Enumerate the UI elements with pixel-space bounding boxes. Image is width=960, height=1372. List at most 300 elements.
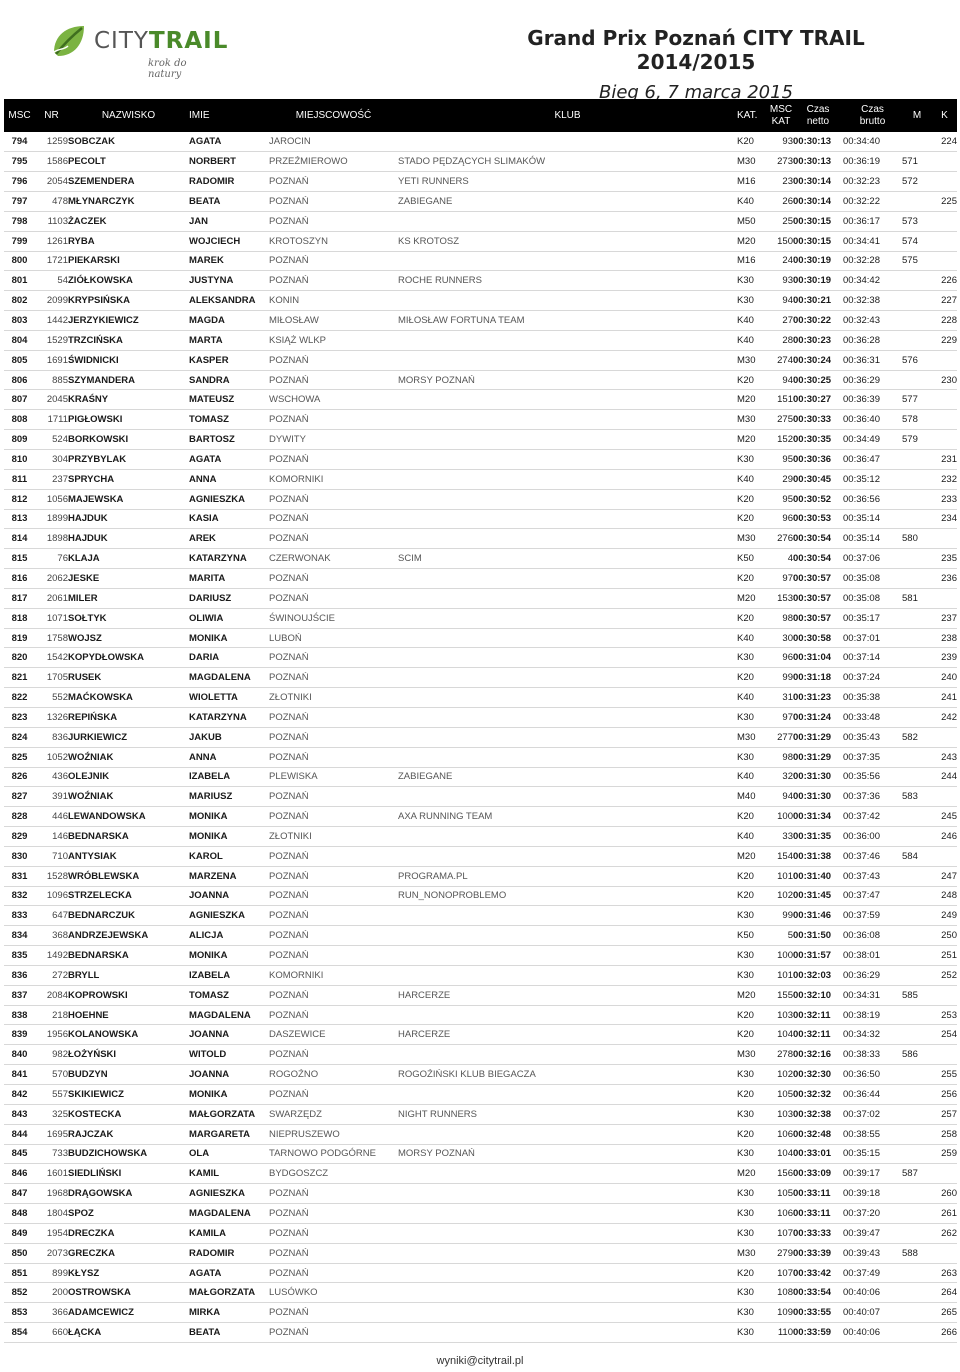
cell-place-women: 247 xyxy=(932,866,957,886)
cell-net-time: 00:33:39 xyxy=(793,1243,843,1263)
cell-category: K20 xyxy=(737,1025,769,1045)
cell-surname: ANTYSIAK xyxy=(68,846,189,866)
table-header-row xyxy=(4,99,957,132)
cell-place: 794 xyxy=(4,132,35,152)
cell-surname: KRAŚNY xyxy=(68,390,189,410)
cell-category: K20 xyxy=(737,608,769,628)
cell-bib: 1968 xyxy=(35,1184,68,1204)
cell-club xyxy=(398,1184,737,1204)
cell-gross-time: 00:36:31 xyxy=(843,350,902,370)
cell-gross-time: 00:35:08 xyxy=(843,588,902,608)
table-row xyxy=(4,807,957,827)
cell-gross-time: 00:39:47 xyxy=(843,1223,902,1243)
cell-category: K20 xyxy=(737,132,769,152)
cell-category: K30 xyxy=(737,906,769,926)
cell-city: POZNAŃ xyxy=(269,1005,398,1025)
cell-place-women: 253 xyxy=(932,1005,957,1025)
cell-city: POZNAŃ xyxy=(269,648,398,668)
cell-category-place: 94 xyxy=(769,370,793,390)
cell-gross-time: 00:36:29 xyxy=(843,965,902,985)
col-nr: NR xyxy=(44,109,59,121)
cell-net-time: 00:32:11 xyxy=(793,1025,843,1045)
cell-net-time: 00:31:40 xyxy=(793,866,843,886)
table-row xyxy=(4,1303,957,1323)
col-msc-kat-line1: MSC xyxy=(769,103,793,115)
event-title-block xyxy=(476,26,916,103)
cell-place: 809 xyxy=(4,430,35,450)
cell-gross-time: 00:35:56 xyxy=(843,767,902,787)
cell-net-time: 00:30:13 xyxy=(793,152,843,172)
cell-place: 796 xyxy=(4,172,35,192)
table-row xyxy=(4,529,957,549)
cell-bib: 1711 xyxy=(35,410,68,430)
cell-place-women: 252 xyxy=(932,965,957,985)
cell-firstname: BEATA xyxy=(189,1323,269,1343)
table-row xyxy=(4,1065,957,1085)
cell-firstname: AREK xyxy=(189,529,269,549)
cell-place-women xyxy=(932,588,957,608)
cell-category-place: 98 xyxy=(769,747,793,767)
table-row xyxy=(4,231,957,251)
cell-category: M20 xyxy=(737,1164,769,1184)
cell-surname: RYBA xyxy=(68,231,189,251)
cell-place-men xyxy=(902,311,932,331)
table-row xyxy=(4,1164,957,1184)
cell-place-women: 226 xyxy=(932,271,957,291)
cell-city: POZNAŃ xyxy=(269,489,398,509)
cell-gross-time: 00:36:40 xyxy=(843,410,902,430)
cell-gross-time: 00:37:14 xyxy=(843,648,902,668)
cell-place-women: 227 xyxy=(932,291,957,311)
table-row xyxy=(4,965,957,985)
cell-city: POZNAŃ xyxy=(269,1323,398,1343)
cell-club xyxy=(398,827,737,847)
cell-net-time: 00:31:23 xyxy=(793,688,843,708)
cell-net-time: 00:31:57 xyxy=(793,946,843,966)
cell-place: 803 xyxy=(4,311,35,331)
cell-gross-time: 00:36:28 xyxy=(843,330,902,350)
cell-firstname: MAGDALENA xyxy=(189,1005,269,1025)
cell-club xyxy=(398,1223,737,1243)
cell-city: ŚWINOUJŚCIE xyxy=(269,608,398,628)
cell-category-place: 105 xyxy=(769,1085,793,1105)
cell-club xyxy=(398,1263,737,1283)
cell-club xyxy=(398,1124,737,1144)
cell-place: 828 xyxy=(4,807,35,827)
cell-place: 834 xyxy=(4,926,35,946)
cell-place-men xyxy=(902,1323,932,1343)
cell-place: 807 xyxy=(4,390,35,410)
cell-city: JAROCIN xyxy=(269,132,398,152)
logo-wordmark xyxy=(94,28,228,54)
cell-firstname: RADOMIR xyxy=(189,172,269,192)
cell-place: 844 xyxy=(4,1124,35,1144)
cell-net-time: 00:32:03 xyxy=(793,965,843,985)
cell-category-place: 101 xyxy=(769,866,793,886)
cell-surname: LEWANDOWSKA xyxy=(68,807,189,827)
cell-club xyxy=(398,906,737,926)
cell-category-place: 104 xyxy=(769,1025,793,1045)
cell-surname: SOBCZAK xyxy=(68,132,189,152)
cell-net-time: 00:31:30 xyxy=(793,767,843,787)
cell-place-men: 588 xyxy=(902,1243,932,1263)
cell-firstname: DARIUSZ xyxy=(189,588,269,608)
cell-category-place: 93 xyxy=(769,271,793,291)
cell-category: M30 xyxy=(737,727,769,747)
cell-place-women: 254 xyxy=(932,1025,957,1045)
cell-firstname: AGNIESZKA xyxy=(189,1184,269,1204)
table-row xyxy=(4,866,957,886)
cell-firstname: IZABELA xyxy=(189,965,269,985)
cell-city: KOMORNIKI xyxy=(269,965,398,985)
cell-net-time: 00:33:55 xyxy=(793,1303,843,1323)
cell-bib: 436 xyxy=(35,767,68,787)
cell-firstname: JUSTYNA xyxy=(189,271,269,291)
cell-place-men xyxy=(902,192,932,212)
cell-net-time: 00:33:11 xyxy=(793,1204,843,1224)
cell-gross-time: 00:36:44 xyxy=(843,1085,902,1105)
citytrail-logo xyxy=(50,20,229,80)
col-gross-time xyxy=(843,99,902,132)
cell-surname: OLEJNIK xyxy=(68,767,189,787)
cell-place-women: 258 xyxy=(932,1124,957,1144)
cell-place-men: 572 xyxy=(902,172,932,192)
cell-firstname: MONIKA xyxy=(189,1085,269,1105)
cell-net-time: 00:30:25 xyxy=(793,370,843,390)
cell-category-place: 274 xyxy=(769,350,793,370)
cell-place-women: 266 xyxy=(932,1323,957,1343)
cell-gross-time: 00:34:41 xyxy=(843,231,902,251)
cell-club xyxy=(398,1243,737,1263)
cell-gross-time: 00:37:01 xyxy=(843,628,902,648)
cell-firstname: MONIKA xyxy=(189,827,269,847)
cell-surname: ŁĄCKA xyxy=(68,1323,189,1343)
cell-category-place: 102 xyxy=(769,1065,793,1085)
table-row xyxy=(4,192,957,212)
cell-bib: 1071 xyxy=(35,608,68,628)
cell-gross-time: 00:36:47 xyxy=(843,450,902,470)
cell-club xyxy=(398,1085,737,1105)
cell-bib: 1492 xyxy=(35,946,68,966)
cell-firstname: BARTOSZ xyxy=(189,430,269,450)
cell-category-place: 110 xyxy=(769,1323,793,1343)
cell-category: K30 xyxy=(737,1303,769,1323)
cell-city: POZNAŃ xyxy=(269,787,398,807)
cell-bib: 1261 xyxy=(35,231,68,251)
cell-surname: RUSEK xyxy=(68,668,189,688)
cell-place-women xyxy=(932,350,957,370)
cell-place-women xyxy=(932,211,957,231)
cell-place-men xyxy=(902,946,932,966)
cell-category-place: 100 xyxy=(769,946,793,966)
cell-city: LUSÓWKO xyxy=(269,1283,398,1303)
cell-place-women: 230 xyxy=(932,370,957,390)
cell-place-men xyxy=(902,1283,932,1303)
cell-city: SWARZĘDZ xyxy=(269,1104,398,1124)
cell-place-men xyxy=(902,1085,932,1105)
cell-city: POZNAŃ xyxy=(269,529,398,549)
table-row xyxy=(4,430,957,450)
table-row xyxy=(4,311,957,331)
cell-net-time: 00:30:19 xyxy=(793,271,843,291)
cell-category-place: 153 xyxy=(769,588,793,608)
cell-surname: MAĆKOWSKA xyxy=(68,688,189,708)
cell-place-men: 576 xyxy=(902,350,932,370)
col-net-line2: netto xyxy=(806,115,830,127)
cell-place-women: 238 xyxy=(932,628,957,648)
cell-place-women: 263 xyxy=(932,1263,957,1283)
cell-net-time: 00:32:38 xyxy=(793,1104,843,1124)
cell-category: K30 xyxy=(737,648,769,668)
col-net-line1: Czas xyxy=(806,103,830,115)
cell-gross-time: 00:36:29 xyxy=(843,370,902,390)
cell-place-women: 246 xyxy=(932,827,957,847)
cell-city: POZNAŃ xyxy=(269,1303,398,1323)
cell-club: ZABIEGANE xyxy=(398,767,737,787)
cell-place: 840 xyxy=(4,1045,35,1065)
cell-place-men xyxy=(902,509,932,529)
table-row xyxy=(4,846,957,866)
cell-bib: 647 xyxy=(35,906,68,926)
cell-place-men xyxy=(902,1204,932,1224)
cell-city: POZNAŃ xyxy=(269,1085,398,1105)
cell-surname: SIEDLIŃSKI xyxy=(68,1164,189,1184)
cell-category-place: 30 xyxy=(769,628,793,648)
cell-surname: BEDNARCZUK xyxy=(68,906,189,926)
cell-firstname: MARITA xyxy=(189,569,269,589)
cell-category-place: 24 xyxy=(769,251,793,271)
cell-gross-time: 00:37:06 xyxy=(843,549,902,569)
cell-category: K40 xyxy=(737,311,769,331)
cell-place-men xyxy=(902,1144,932,1164)
cell-net-time: 00:31:50 xyxy=(793,926,843,946)
cell-category: K30 xyxy=(737,1144,769,1164)
cell-firstname: MARZENA xyxy=(189,866,269,886)
cell-category-place: 108 xyxy=(769,1283,793,1303)
cell-place-men xyxy=(902,1005,932,1025)
cell-bib: 2073 xyxy=(35,1243,68,1263)
col-gross-line1: Czas xyxy=(861,103,884,115)
cell-surname: PIGŁOWSKI xyxy=(68,410,189,430)
table-row xyxy=(4,827,957,847)
cell-bib: 2054 xyxy=(35,172,68,192)
cell-surname: GRECZKA xyxy=(68,1243,189,1263)
cell-net-time: 00:31:18 xyxy=(793,668,843,688)
table-row xyxy=(4,727,957,747)
cell-net-time: 00:31:29 xyxy=(793,747,843,767)
cell-net-time: 00:32:48 xyxy=(793,1124,843,1144)
cell-net-time: 00:30:35 xyxy=(793,430,843,450)
cell-club xyxy=(398,529,737,549)
cell-place-men: 587 xyxy=(902,1164,932,1184)
footer-email[interactable]: wyniki@citytrail.pl xyxy=(436,1355,524,1367)
cell-category-place: 279 xyxy=(769,1243,793,1263)
table-row xyxy=(4,747,957,767)
table-row xyxy=(4,1323,957,1343)
cell-place-women: 251 xyxy=(932,946,957,966)
cell-club: RUN_NONOPROBLEMO xyxy=(398,886,737,906)
cell-gross-time: 00:38:55 xyxy=(843,1124,902,1144)
cell-place: 801 xyxy=(4,271,35,291)
table-row xyxy=(4,489,957,509)
cell-city: POZNAŃ xyxy=(269,1045,398,1065)
cell-place-men: 578 xyxy=(902,410,932,430)
cell-club: KS KROTOSZ xyxy=(398,231,737,251)
cell-place-women xyxy=(932,985,957,1005)
cell-place-men xyxy=(902,1065,932,1085)
cell-club xyxy=(398,628,737,648)
cell-place-women: 224 xyxy=(932,132,957,152)
cell-surname: SZYMANDERA xyxy=(68,370,189,390)
cell-city: NIEPRUSZEWO xyxy=(269,1124,398,1144)
cell-place-women: 239 xyxy=(932,648,957,668)
cell-net-time: 00:30:23 xyxy=(793,330,843,350)
cell-city: POZNAŃ xyxy=(269,747,398,767)
event-title: Grand Prix Poznań CITY TRAIL 2014/2015 xyxy=(527,26,865,74)
col-kat: KAT. xyxy=(737,109,758,121)
cell-place-men xyxy=(902,648,932,668)
cell-surname: SPRYCHA xyxy=(68,469,189,489)
cell-firstname: IZABELA xyxy=(189,767,269,787)
cell-city: BYDGOSZCZ xyxy=(269,1164,398,1184)
cell-gross-time: 00:34:31 xyxy=(843,985,902,1005)
col-net-time xyxy=(793,99,843,132)
cell-surname: DRĄGOWSKA xyxy=(68,1184,189,1204)
cell-place-men xyxy=(902,807,932,827)
cell-surname: MAJEWSKA xyxy=(68,489,189,509)
cell-bib: 1804 xyxy=(35,1204,68,1224)
cell-gross-time: 00:32:43 xyxy=(843,311,902,331)
cell-club xyxy=(398,727,737,747)
results-body xyxy=(4,132,957,1342)
cell-club: MORSY POZNAŃ xyxy=(398,370,737,390)
cell-firstname: MATEUSZ xyxy=(189,390,269,410)
table-row xyxy=(4,1005,957,1025)
cell-place: 816 xyxy=(4,569,35,589)
cell-place: 831 xyxy=(4,866,35,886)
cell-place-women: 236 xyxy=(932,569,957,589)
cell-category: M20 xyxy=(737,846,769,866)
cell-place-women: 228 xyxy=(932,311,957,331)
cell-city: KSIĄŻ WLKP xyxy=(269,330,398,350)
cell-bib: 2099 xyxy=(35,291,68,311)
cell-gross-time: 00:38:19 xyxy=(843,1005,902,1025)
cell-gross-time: 00:37:49 xyxy=(843,1263,902,1283)
cell-club: SCIM xyxy=(398,549,737,569)
cell-club xyxy=(398,926,737,946)
cell-category: K50 xyxy=(737,926,769,946)
cell-bib: 1695 xyxy=(35,1124,68,1144)
cell-place-men xyxy=(902,469,932,489)
cell-bib: 325 xyxy=(35,1104,68,1124)
cell-place: 817 xyxy=(4,588,35,608)
col-city: MIEJSCOWOŚĆ xyxy=(295,109,372,121)
cell-net-time: 00:32:16 xyxy=(793,1045,843,1065)
cell-category: K30 xyxy=(737,707,769,727)
cell-city: KOMORNIKI xyxy=(269,469,398,489)
table-row xyxy=(4,906,957,926)
cell-category: K30 xyxy=(737,1104,769,1124)
cell-category: K30 xyxy=(737,946,769,966)
cell-category: K30 xyxy=(737,747,769,767)
cell-club xyxy=(398,211,737,231)
cell-club xyxy=(398,330,737,350)
cell-firstname: TOMASZ xyxy=(189,985,269,1005)
cell-place-men: 582 xyxy=(902,727,932,747)
cell-bib: 2084 xyxy=(35,985,68,1005)
cell-bib: 1096 xyxy=(35,886,68,906)
cell-firstname: WITOLD xyxy=(189,1045,269,1065)
cell-city: POZNAŃ xyxy=(269,370,398,390)
cell-firstname: MAGDALENA xyxy=(189,668,269,688)
cell-surname: ŻACZEK xyxy=(68,211,189,231)
cell-category: M30 xyxy=(737,410,769,430)
cell-place: 827 xyxy=(4,787,35,807)
cell-gross-time: 00:36:08 xyxy=(843,926,902,946)
cell-gross-time: 00:37:35 xyxy=(843,747,902,767)
cell-category: M30 xyxy=(737,1243,769,1263)
cell-gross-time: 00:32:28 xyxy=(843,251,902,271)
cell-club xyxy=(398,509,737,529)
cell-gross-time: 00:35:14 xyxy=(843,509,902,529)
cell-place-men xyxy=(902,1263,932,1283)
cell-place-women: 261 xyxy=(932,1204,957,1224)
cell-net-time: 00:32:10 xyxy=(793,985,843,1005)
cell-place: 836 xyxy=(4,965,35,985)
cell-firstname: KATARZYNA xyxy=(189,707,269,727)
cell-firstname: MAŁGORZATA xyxy=(189,1104,269,1124)
cell-category-place: 93 xyxy=(769,132,793,152)
cell-surname: KŁYSZ xyxy=(68,1263,189,1283)
cell-net-time: 00:32:30 xyxy=(793,1065,843,1085)
cell-surname: BUDZICHOWSKA xyxy=(68,1144,189,1164)
cell-bib: 1705 xyxy=(35,668,68,688)
table-row xyxy=(4,1104,957,1124)
cell-place: 797 xyxy=(4,192,35,212)
cell-category-place: 95 xyxy=(769,489,793,509)
cell-city: POZNAŃ xyxy=(269,1223,398,1243)
cell-bib: 272 xyxy=(35,965,68,985)
cell-category: M20 xyxy=(737,588,769,608)
cell-place-men: 574 xyxy=(902,231,932,251)
cell-category-place: 105 xyxy=(769,1184,793,1204)
cell-category: K20 xyxy=(737,509,769,529)
table-row xyxy=(4,1204,957,1224)
cell-city: POZNAŃ xyxy=(269,926,398,946)
cell-city: PLEWISKA xyxy=(269,767,398,787)
cell-bib: 391 xyxy=(35,787,68,807)
cell-surname: DRECZKA xyxy=(68,1223,189,1243)
cell-place-women: 255 xyxy=(932,1065,957,1085)
cell-club xyxy=(398,390,737,410)
cell-gross-time: 00:34:40 xyxy=(843,132,902,152)
cell-surname: SOŁTYK xyxy=(68,608,189,628)
cell-category-place: 31 xyxy=(769,688,793,708)
cell-place-men: 585 xyxy=(902,985,932,1005)
cell-city: POZNAŃ xyxy=(269,271,398,291)
cell-club xyxy=(398,350,737,370)
table-row xyxy=(4,946,957,966)
col-m: M xyxy=(912,109,922,121)
cell-firstname: MAREK xyxy=(189,251,269,271)
table-row xyxy=(4,767,957,787)
table-row xyxy=(4,707,957,727)
cell-firstname: KASIA xyxy=(189,509,269,529)
cell-surname: BUDZYN xyxy=(68,1065,189,1085)
cell-place-men: 579 xyxy=(902,430,932,450)
cell-place-men xyxy=(902,965,932,985)
cell-gross-time: 00:34:32 xyxy=(843,1025,902,1045)
